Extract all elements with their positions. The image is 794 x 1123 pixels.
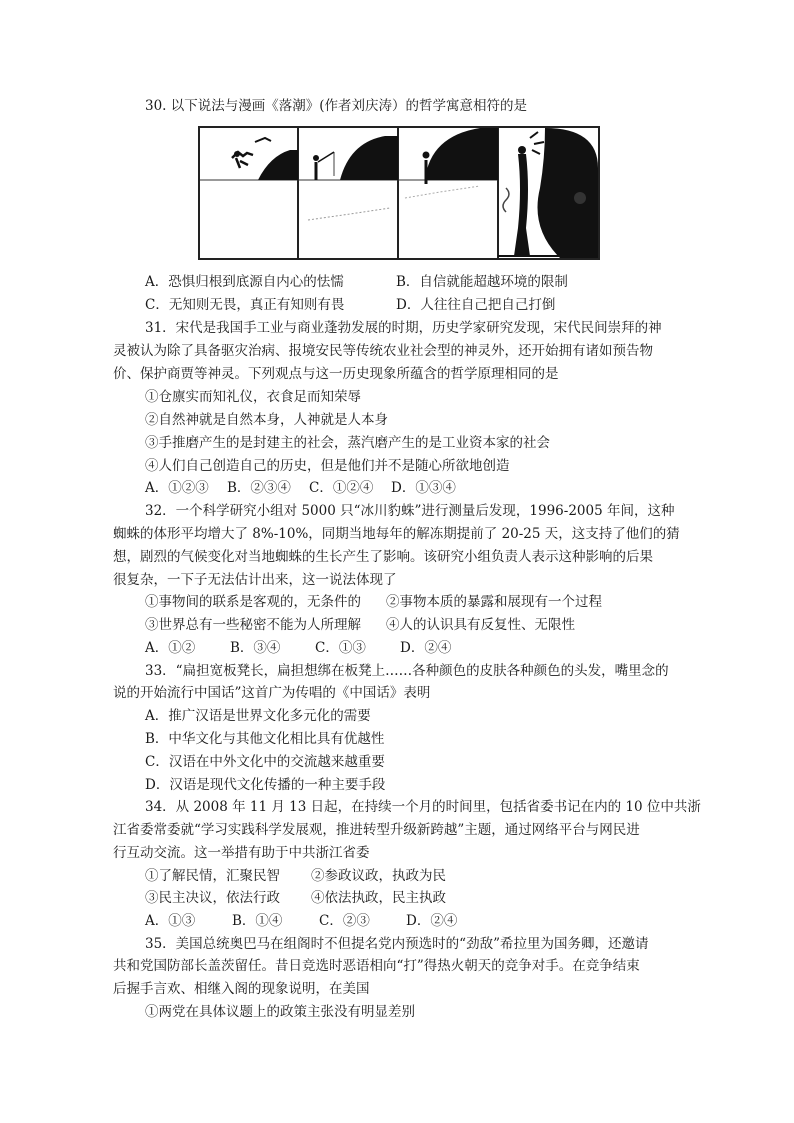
q31-item-3: ③手推磨产生的是封建主的社会，蒸汽磨产生的是工业资本家的社会 (145, 435, 550, 451)
q35-stem-line2: 共和党国防部长盖茨留任。昔日竞选时恶语相向“打”得热火朝天的竞争对手。在竞争结束 (113, 958, 640, 974)
q32-item-1: ①事物间的联系是客观的，无条件的 (145, 594, 361, 610)
q33-option-b[interactable]: B．中华文化与其他文化相比具有优越性 (145, 731, 385, 747)
q35-stem-line1: 35．美国总统奥巴马在组阁时不但提名党内预选时的“劲敌”希拉里为国务卿，还邀请 (145, 936, 649, 952)
q31-stem-line1: 31．宋代是我国手工业与商业蓬勃发展的时期，历史学家研究发现，宋代民间崇拜的神 (145, 320, 662, 336)
q30-option-b[interactable]: B．自信就能超越环境的限制 (396, 274, 568, 290)
q31-option-c[interactable]: C．①②④ (309, 480, 374, 496)
q34-item-2: ②参政议政，执政为民 (311, 868, 446, 884)
q32-item-4: ④人的认识具有反复性、无限性 (386, 617, 575, 633)
q34-option-b[interactable]: B．①④ (232, 913, 283, 929)
q31-option-a[interactable]: A．①②③ (145, 480, 209, 496)
q32-stem-line1: 32．一个科学研究小组对 5000 只“冰川豹蛛”进行测量后发现，1996-2005 年间，这种 (145, 503, 675, 519)
q32-items-row1 (145, 592, 602, 612)
q32-stem-line3: 想，剧烈的气候变化对当地蜘蛛的生长产生了影响。该研究小组负责人表示这种影响的后果 (113, 549, 653, 565)
q30-stem: 30. 以下说法与漫画《落潮》(作者刘庆涛）的哲学寓意相符的是 (145, 98, 528, 114)
q33-option-c[interactable]: C．汉语在中外文化中的交流越来越重要 (145, 754, 385, 770)
q32-option-c[interactable]: C．①③ (315, 640, 366, 656)
q30-option-c[interactable]: C．无知则无畏，真正有知则有畏 (145, 297, 345, 313)
q35-stem-line3: 后握手言欢、相继入阁的现象说明，在美国 (113, 981, 370, 997)
q32-item-2: ②事物本质的暴露和展现有一个过程 (386, 594, 602, 610)
q30-options-row1 (145, 272, 568, 292)
q32-option-d[interactable]: D．②④ (400, 640, 452, 656)
q33-stem-line2: 说的开始流行中国话”这首广为传唱的《中国话》表明 (113, 685, 431, 701)
q34-option-c[interactable]: C．②③ (319, 913, 370, 929)
q34-option-a[interactable]: A．①③ (145, 913, 196, 929)
q31-stem-line3: 价、保护商贾等神灵。下列观点与这一历史现象所蕴含的哲学原理相同的是 (113, 366, 559, 382)
q34-item-4: ④依法执政，民主执政 (311, 890, 446, 906)
q30-options-row2 (145, 295, 555, 315)
q30-option-d[interactable]: D．人往往自己把自己打倒 (396, 297, 556, 313)
q32-option-a[interactable]: A．①② (145, 640, 196, 656)
q34-option-d[interactable]: D．②④ (406, 913, 458, 929)
q33-option-a[interactable]: A．推广汉语是世界文化多元化的需要 (145, 708, 371, 724)
q33-stem-line1: 33．“扁担宽板凳长，扁担想绑在板凳上……各种颜色的皮肤各种颜色的头发，嘴里念的 (145, 663, 669, 679)
q34-items-row2 (145, 888, 446, 908)
q33-option-d[interactable]: D．汉语是现代文化传播的一种主要手段 (145, 777, 386, 793)
q34-item-3: ③民主决议，依法行政 (145, 890, 280, 906)
q32-option-b[interactable]: B．③④ (230, 640, 281, 656)
q32-stem-line4: 很复杂，一下子无法估计出来，这一说法体现了 (113, 572, 397, 588)
q34-items-row1 (145, 866, 446, 886)
q34-stem-line2: 江省委常委就“学习实践科学发展观，推进转型升级新跨越”主题，通过网络平台与网民进 (113, 822, 640, 838)
q31-stem-line2: 灵被认为除了具备驱灾治病、报境安民等传统农业社会型的神灵外，还开始拥有诸如预告物 (113, 343, 653, 359)
q34-stem-line3: 行互动交流。这一举措有助于中共浙江省委 (113, 845, 370, 861)
cartoon-image (198, 126, 600, 260)
q32-stem-line2: 蜘蛛的体形平均增大了 8%-10%，同期当地每年的解冻期提前了 20-25 天，这支持了他们的猜 (113, 526, 680, 542)
q31-item-4: ④人们自己创造自己的历史，但是他们并不是随心所欲地创造 (145, 458, 510, 474)
q34-item-1: ①了解民情，汇聚民智 (145, 868, 280, 884)
q30-option-a[interactable]: A．恐惧归根到底源自内心的怯懦 (145, 274, 344, 290)
q31-item-1: ①仓廪实而知礼仪，衣食足而知荣辱 (145, 389, 361, 405)
q31-option-d[interactable]: D．①③④ (391, 480, 456, 496)
q31-options (145, 478, 456, 498)
q32-options (145, 638, 451, 658)
q34-stem-line1: 34．从 2008 年 11 月 13 日起，在持续一个月的时间里，包括省委书记在内的 10 位中共浙 (145, 799, 701, 815)
q31-option-b[interactable]: B．②③④ (227, 480, 291, 496)
q31-item-2: ②自然神就是自然本身，人神就是人本身 (145, 412, 388, 428)
q35-item-1: ①两党在具体议题上的政策主张没有明显差别 (145, 1004, 415, 1020)
q32-items-row2 (145, 615, 575, 635)
q32-item-3: ③世界总有一些秘密不能为人所理解 (145, 617, 361, 633)
q34-options (145, 911, 457, 931)
